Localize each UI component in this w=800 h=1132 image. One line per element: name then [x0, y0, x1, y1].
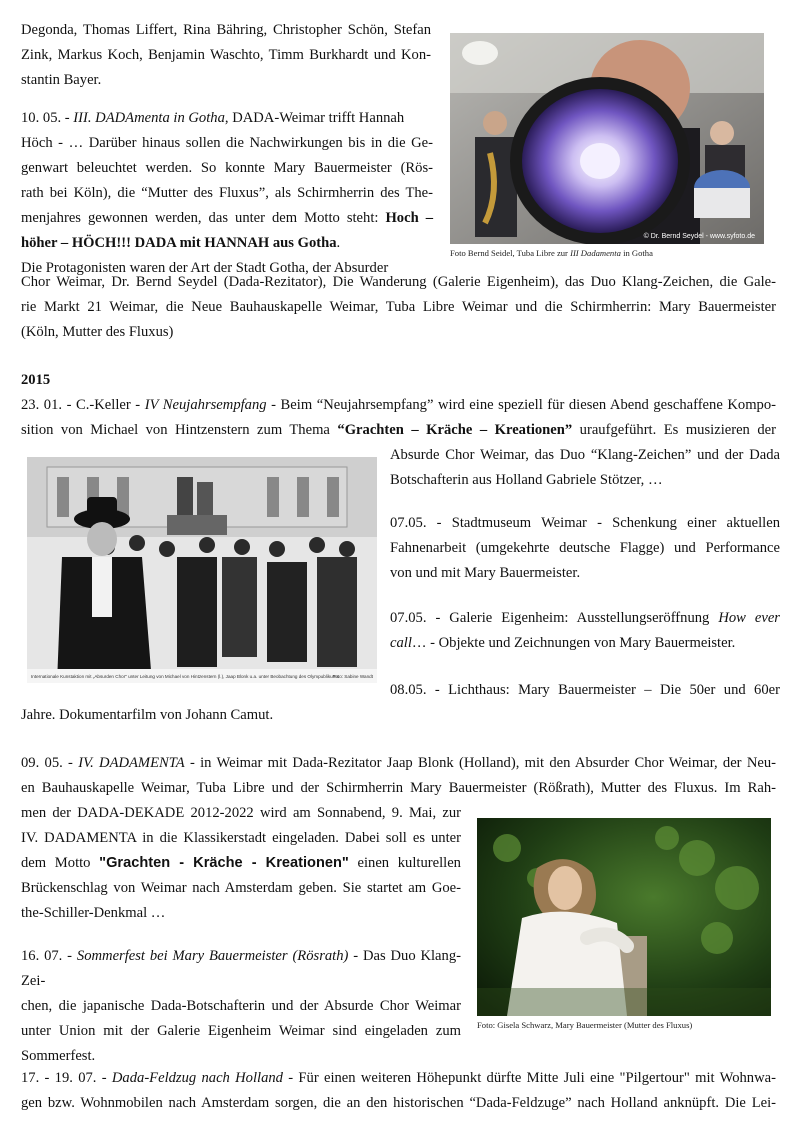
- text-line: [21, 944, 461, 994]
- text-line: 07.05. - Stadtmuseum Weimar - Schenkung einer aktuellen: [390, 515, 780, 531]
- paragraph-lichthaus-cont: [21, 703, 776, 728]
- motto-bold: “Grachten – Kräche – Kreationen”: [337, 422, 573, 438]
- paragraph-dadamenta-gotha: [21, 106, 433, 281]
- paragraph-dadamenta-weimar: [21, 751, 776, 801]
- text-line: [21, 1066, 776, 1091]
- text-line: 08.05. - Lichthaus: Mary Bauermeister – Die 50er und 60er: [390, 682, 780, 698]
- text-line: IV. DADAMENTA in die Klassikerstadt eingeladen. Dabei soll es unter: [21, 830, 461, 846]
- text-line: Jahre. Dokumentarfilm von Johann Camut.: [21, 707, 274, 723]
- photo-caption: Foto: Gisela Schwarz, Mary Bauermeister (Mutter des Fluxus): [477, 1020, 693, 1030]
- photo-megaphone: [450, 33, 764, 244]
- text-span: - Das Duo Klang-Zei-: [21, 948, 461, 989]
- photo-caption: Internationale Kunstaktion mit „Absurden Chor" unter Leitung von Michael von Hintzenstern (l.), Jaap Blonk u.a. unter Beobachtung des Olympublikums: [31, 674, 339, 679]
- text-line: Höch - … Darüber hinaus sollen die Nachwirkungen bis in die Ge-: [21, 135, 433, 151]
- text-line: Fahnenarbeit (umgekehrte deutsche Flagge) und Performance: [390, 540, 780, 556]
- caption-italic: III Dadamenta: [570, 248, 621, 258]
- paragraph-feldzug: [21, 1066, 776, 1116]
- text-span: uraufgeführt. Es musizieren der: [572, 422, 776, 438]
- text-span: sition von Michael von Hintzenstern zum Thema: [21, 422, 338, 438]
- motto-bold: Hoch –: [385, 210, 433, 226]
- text-line: Die Protagonisten waren der Art der Stadt Gotha, der Absurder: [21, 260, 389, 276]
- paragraph-galerie: [390, 606, 780, 656]
- text-line: von und mit Mary Bauermeister.: [390, 565, 581, 581]
- event-date: 23. 01. - C.-Keller -: [21, 397, 145, 413]
- text-span: dem Motto: [21, 855, 100, 871]
- text-line: [21, 851, 461, 876]
- text-line: [390, 631, 780, 656]
- text-line: Absurde Chor Weimar, das Duo “Klang-Zeichen” und der Dada: [390, 447, 780, 463]
- photo-crowd: [27, 457, 377, 683]
- text-line: Brückenschlag von Weimar nach Amsterdam geben. Sie startet am Goe-: [21, 880, 461, 896]
- text-line: en Bauhauskapelle Weimar, Tuba Libre und der Schirmherrin Mary Bauermeister (Rößrath), Mutter des Fluxus. Im Rah-: [21, 780, 776, 796]
- text-line: [21, 393, 776, 418]
- paragraph-lichthaus: [390, 678, 780, 703]
- text-span: - in Weimar mit Dada-Rezitator Jaap Blonk (Holland), mit den Absurder Chor Weimar, der Neu-: [184, 755, 776, 771]
- text-line: chen, die japanische Dada-Botschafterin und der Absurde Chor Weimar: [21, 998, 461, 1014]
- event-title: III. DADAmenta in Gotha: [73, 110, 225, 126]
- text-line: gen bzw. Wohnmobilen nach Amsterdam sorgen, die an den historischen “Dada-Feldzuge” nach Holland anknüpft. Die Lei-: [21, 1095, 776, 1111]
- text-line: [390, 606, 780, 631]
- text-line: Botschafterin aus Holland Gabriele Stötzer, …: [390, 472, 663, 488]
- text-line: [21, 751, 776, 776]
- motto-bold: höher – HÖCH!!! DADA mit HANNAH aus Gotha: [21, 235, 337, 251]
- text-span: .: [336, 235, 341, 251]
- year-heading: 2015: [21, 372, 51, 388]
- text-line: rie Markt 21 Weimar, die Neue Bauhauskapelle Weimar, Tuba Libre Weimar und die Schirmherrin: Mary Bauermeister: [21, 299, 776, 315]
- text-line: Zink, Markus Koch, Benjamin Waschto, Timm Burkhardt und Kon-: [21, 47, 431, 63]
- event-date: 16. 07. -: [21, 948, 77, 964]
- event-title: Dada-Feldzug nach Holland: [111, 1070, 283, 1086]
- paragraph-names: [21, 18, 431, 93]
- text-italic: How ever: [718, 610, 780, 626]
- text-span: einen kulturellen: [348, 855, 461, 871]
- text-line: [21, 418, 776, 443]
- text-line: (Köln, Mutter des Fluxus): [21, 324, 174, 340]
- text-line: [21, 106, 433, 131]
- event-date: 17. - 19. 07. -: [21, 1070, 112, 1086]
- text-line: unter Union mit der Galerie Eigenheim Weimar sind eingeladen zum: [21, 1023, 461, 1039]
- text-line: rath bei Köln), die “Mutter des Fluxus”, als Schirmherrin des The-: [21, 185, 433, 201]
- text-span: , DADA-Weimar trifft Hannah: [224, 110, 405, 126]
- event-title: Sommerfest bei Mary Bauermeister (Rösrath): [76, 948, 349, 964]
- text-span: - Beim “Neujahrsempfang” wird eine speziell für diesen Abend geschaffene Kompo-: [266, 397, 777, 413]
- text-line: genwart beleuchtet werden. So konnte Mary Bauermeister (Rös-: [21, 160, 433, 176]
- text-span: menjahres gewonnen werden, das unter dem Motto steht:: [21, 210, 386, 226]
- text-line: [21, 231, 433, 256]
- photo-credit: Foto: Sabine Wandt: [332, 674, 373, 679]
- event-date: 09. 05. -: [21, 755, 79, 771]
- motto-bold: "Grachten - Kräche - Kreationen": [99, 855, 349, 871]
- paragraph-dadamenta-weimar-cont: [21, 801, 461, 926]
- text-span: 07.05. - Galerie Eigenheim: Ausstellungseröffnung: [390, 610, 719, 626]
- photo-mary-bauermeister: [477, 818, 771, 1016]
- event-date: 10. 05. -: [21, 110, 74, 126]
- text-span: - Für einen weiteren Höhepunkt dürfte Mitte Juli eine "Pilgertour" mit Wohnwa-: [282, 1070, 776, 1086]
- text-line: [21, 206, 433, 231]
- event-title: IV. DADAMENTA: [78, 755, 185, 771]
- text-line: stantin Bayer.: [21, 72, 102, 88]
- paragraph-neujahrsempfang: [21, 393, 776, 443]
- text-span: … - Objekte und Zeichnungen von Mary Bauermeister.: [411, 635, 736, 651]
- text-line: men der DADA-DEKADE 2012-2022 wird am Sonnabend, 9. Mai, zur: [21, 805, 461, 821]
- text-italic: call: [390, 635, 412, 651]
- paragraph-dadamenta-gotha-cont: [21, 270, 776, 345]
- photo-caption: [450, 248, 653, 259]
- paragraph-neujahrsempfang-cont: [390, 443, 780, 493]
- text-line: Chor Weimar, Dr. Bernd Seydel (Dada-Rezitator), Die Wanderung (Galerie Eigenheim), das Duo Klang-Zeichen, die Gale-: [21, 274, 776, 290]
- text-line: Degonda, Thomas Liffert, Rina Bähring, Christopher Schön, Stefan: [21, 22, 431, 38]
- text-line: Sommerfest.: [21, 1048, 96, 1064]
- photo-watermark: © Dr. Bernd Seydel - www.syfoto.de: [643, 233, 755, 240]
- paragraph-sommerfest: [21, 944, 461, 1069]
- caption-text: Foto Bernd Seidel, Tuba Libre zur: [450, 248, 571, 258]
- text-line: the-Schiller-Denkmal …: [21, 905, 166, 921]
- paragraph-stadtmuseum: [390, 511, 780, 586]
- caption-text: in Gotha: [620, 248, 653, 258]
- event-title: IV Neujahrsempfang: [144, 397, 267, 413]
